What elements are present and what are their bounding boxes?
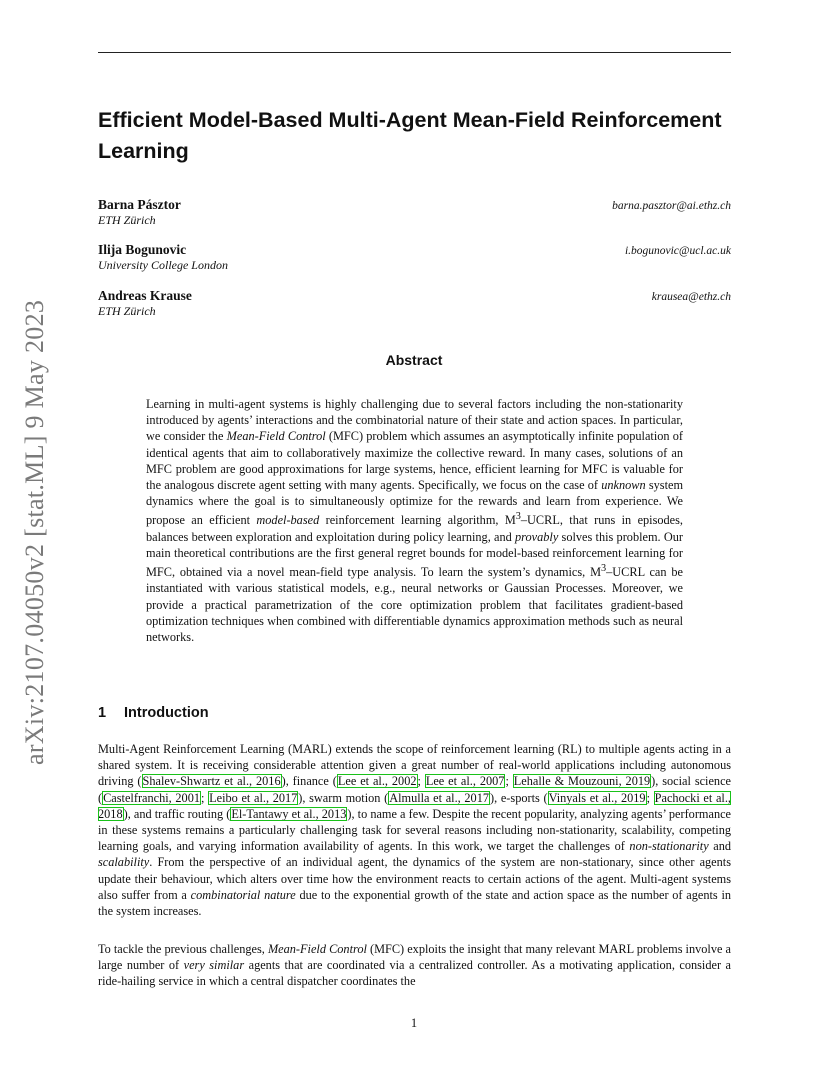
abstract-text: Learning in multi-agent systems is highly challenging due to several factors including the non-stationarity introduced by agents’ interactions and the combinatorial nature of their state and action spaces. In particular, we consider the bbox=[146, 397, 683, 444]
section-title: Introduction bbox=[124, 705, 209, 721]
author-email: i.bogunovic@ucl.ac.uk bbox=[624, 245, 731, 257]
body-text: ; bbox=[646, 790, 654, 805]
body-text: . From the perspective of an individual agent, the dynamics of the system are non-stationary, since other agents update their behaviour, which alters over time how the environment reacts to certain actions of the agent. Multi-agent systems also suffer from a bbox=[98, 855, 731, 902]
body-text: ), finance ( bbox=[281, 774, 337, 789]
intro-paragraph-2 bbox=[98, 941, 731, 990]
body-text: ), swarm motion ( bbox=[298, 790, 389, 805]
abstract-heading: Abstract bbox=[385, 352, 443, 368]
author-email: krausea@ethz.ch bbox=[651, 291, 731, 303]
page-number: 1 bbox=[410, 1016, 418, 1030]
abstract-text: –UCRL, that runs in episodes, balances between exploration and exploitation during policy learning, and bbox=[146, 513, 683, 544]
citation-link[interactable]: Lehalle & Mouzouni, 2019 bbox=[513, 774, 651, 789]
abstract-text: solves this problem. Our main theoretical contributions are the first general regret bounds for model-based reinforcement learning for MFC, obtained via a novel mean-field type analysis. To learn the system’s dynamics, M bbox=[146, 529, 683, 580]
intro-paragraph-1 bbox=[98, 741, 731, 919]
citation-link[interactable]: Almulla et al., 2017 bbox=[389, 790, 490, 805]
abstract-emphasis: model-based bbox=[256, 513, 320, 528]
citation-link[interactable]: Leibo et al., 2017 bbox=[209, 790, 298, 805]
body-text: and bbox=[708, 839, 731, 854]
author-block bbox=[98, 197, 731, 228]
abstract-text: system dynamics where the goal is to simultaneously optimize for the rewards and learn from experience. We propose an efficient bbox=[146, 478, 684, 528]
author-block bbox=[98, 288, 731, 319]
body-text: Multi-Agent Reinforcement Learning (MARL) extends the scope of reinforcement learning (RL) to multiple agents acting in a shared system. It is receiving considerable attention given a great number of real-world applications including autonomous driving ( bbox=[98, 742, 731, 789]
section-number: 1 bbox=[98, 705, 107, 721]
citation-link[interactable]: Pachocki et al., 2018 bbox=[98, 790, 731, 821]
superscript: 3 bbox=[601, 563, 607, 575]
section-heading bbox=[98, 705, 209, 721]
author-affiliation: ETH Zürich bbox=[98, 213, 156, 227]
body-emphasis: scalability bbox=[98, 855, 150, 870]
body-text: due to the exponential growth of the state and action space as the number of agents in the system increases. bbox=[98, 887, 732, 919]
body-emphasis: very similar bbox=[183, 958, 245, 973]
author-affiliation: University College London bbox=[98, 258, 228, 272]
citation-link[interactable]: Shalev-Shwartz et al., 2016 bbox=[142, 774, 281, 789]
body-emphasis: non-stationarity bbox=[629, 839, 709, 854]
body-text: ; bbox=[417, 774, 425, 789]
body-emphasis: Mean-Field Control bbox=[267, 942, 367, 956]
body-text: ), to name a few. Despite the recent popularity, analyzing agents’ performance in these systems remains a particularly challenging task for several reasons including non-stationarity, scalability, competing learning goals, and varying information availability of agents. In this work, we target the challenges of bbox=[98, 806, 732, 854]
body-text: To tackle the previous challenges, bbox=[98, 942, 268, 956]
arxiv-identifier: arXiv:2107.04050v2 [stat.ML] 9 May 2023 bbox=[20, 299, 49, 765]
citation-link[interactable]: Lee et al., 2007 bbox=[425, 774, 505, 789]
author-block bbox=[98, 242, 731, 273]
citation-link[interactable]: El-Tantawy et al., 2013 bbox=[231, 806, 347, 821]
author-email: barna.pasztor@ai.ethz.ch bbox=[612, 200, 731, 212]
top-rule bbox=[98, 52, 731, 53]
body-text: (MFC) exploits the insight that many relevant MARL problems involve a large number of bbox=[98, 942, 731, 973]
abstract-emphasis: unknown bbox=[601, 478, 646, 493]
body-text: ; bbox=[505, 774, 513, 789]
body-text: ), e-sports ( bbox=[490, 790, 548, 805]
body-text: ), social science ( bbox=[98, 774, 731, 805]
body-text: ; bbox=[201, 790, 209, 805]
author-name: Andreas Krause bbox=[98, 288, 192, 303]
body-text: ), and traffic routing ( bbox=[123, 806, 231, 821]
abstract-emphasis: provably bbox=[515, 529, 559, 544]
abstract-emphasis: Mean-Field Control bbox=[226, 429, 326, 444]
body-emphasis: combinatorial nature bbox=[190, 887, 296, 902]
author-affiliation: ETH Zürich bbox=[98, 304, 156, 318]
author-name: Ilija Bogunovic bbox=[98, 242, 187, 257]
abstract-text: (MFC) problem which assumes an asymptotically infinite population of identical agents that aim to collaboratively maximize the collective reward. In many cases, solutions of an MFC problem are good approximations for large systems, hence, efficient learning for MFC is valuable for the analogous discrete agent setting with many agents. Specifically, we focus on the case of bbox=[146, 429, 684, 493]
abstract-text: reinforcement learning algorithm, M bbox=[319, 513, 516, 528]
superscript: 3 bbox=[515, 511, 521, 523]
citation-link[interactable]: Vinyals et al., 2019 bbox=[548, 790, 646, 805]
citation-link[interactable]: Lee et al., 2002 bbox=[337, 774, 417, 789]
abstract-body bbox=[146, 396, 683, 645]
author-name: Barna Pásztor bbox=[98, 197, 181, 212]
paper-title: Efficient Model-Based Multi-Agent Mean-Field Reinforcement Learning bbox=[98, 108, 722, 163]
body-text: agents that are coordinated via a centralized controller. As a motivating application, consider a ride-hailing service in which a central dispatcher coordinates the bbox=[98, 958, 731, 989]
citation-link[interactable]: Castelfranchi, 2001 bbox=[103, 790, 201, 805]
abstract-text: –UCRL can be instantiated with various statistical models, e.g., neural networks or Gaussian Processes. Moreover, we provide a practical parametrization of the core optimization problem that facilitates gradient-based optimization techniques when combined with differentiable dynamics approximation methods such as neural networks. bbox=[146, 565, 683, 645]
